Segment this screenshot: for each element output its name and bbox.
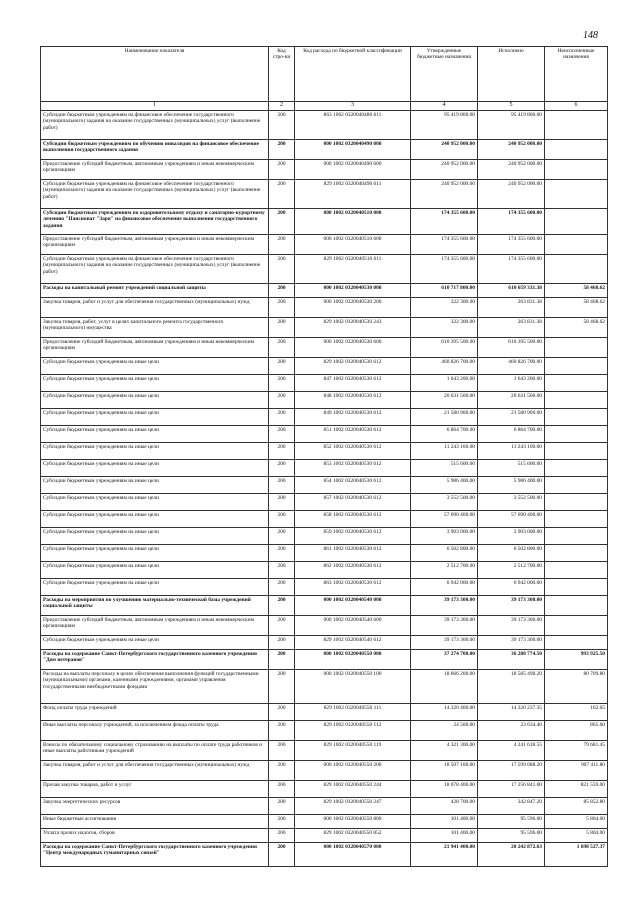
row-approved-amount-cell: 240 952 000.00 xyxy=(411,180,478,209)
column-number: 3 xyxy=(295,102,411,111)
row-unexecuted-amount-cell xyxy=(545,460,608,477)
header-unexecuted-assignments: Неисполненные назначения xyxy=(545,47,608,102)
row-unexecuted-amount-cell xyxy=(545,409,608,426)
row-unexecuted-amount-cell xyxy=(545,235,608,255)
row-name-cell: Иные бюджетные ассигнования xyxy=(41,815,269,829)
row-classification-code-cell: 829 1002 0320040540 612 xyxy=(295,636,411,650)
row-line-code-cell: 200 xyxy=(269,443,295,460)
row-classification-code-cell: 000 1002 0320040510 600 xyxy=(295,235,411,255)
row-line-code-cell: 200 xyxy=(269,494,295,511)
row-line-code-cell: 200 xyxy=(269,358,295,375)
table-row xyxy=(41,298,608,318)
table-row xyxy=(41,761,608,781)
row-executed-amount-cell: 263 831.38 xyxy=(478,318,545,338)
row-executed-amount-cell: 20 242 872.63 xyxy=(478,843,545,867)
table-row xyxy=(41,358,608,375)
column-number: 5 xyxy=(478,102,545,111)
table-row xyxy=(41,318,608,338)
row-executed-amount-cell: 3 552 500.00 xyxy=(478,494,545,511)
row-executed-amount-cell: 174 355 600.00 xyxy=(478,209,545,235)
row-approved-amount-cell: 6 864 700.00 xyxy=(411,426,478,443)
row-executed-amount-cell: 20 631 500.00 xyxy=(478,392,545,409)
row-executed-amount-cell: 6 502 800.00 xyxy=(478,545,545,562)
row-approved-amount-cell: 4 321 300.00 xyxy=(411,741,478,761)
row-name-cell: Субсидии бюджетным учреждениям на иные цели xyxy=(41,358,269,375)
row-line-code-cell: 200 xyxy=(269,829,295,843)
row-unexecuted-amount-cell xyxy=(545,511,608,528)
row-line-code-cell: 200 xyxy=(269,528,295,545)
table-row xyxy=(41,829,608,843)
column-number: 2 xyxy=(269,102,295,111)
row-line-code-cell: 200 xyxy=(269,761,295,781)
row-classification-code-cell: 000 1002 0320040490 000 xyxy=(295,140,411,160)
row-line-code-cell: 200 xyxy=(269,140,295,160)
row-classification-code-cell: 829 1002 0320040550 247 xyxy=(295,798,411,815)
row-classification-code-cell: 000 1002 0320040550 100 xyxy=(295,670,411,704)
table-row xyxy=(41,443,608,460)
row-name-cell: Субсидии бюджетным учреждениям на иные цели xyxy=(41,545,269,562)
table-row xyxy=(41,477,608,494)
row-unexecuted-amount-cell xyxy=(545,160,608,180)
row-name-cell: Субсидии бюджетным учреждениям на иные цели xyxy=(41,636,269,650)
row-line-code-cell: 200 xyxy=(269,721,295,741)
table-body xyxy=(41,111,608,867)
row-executed-amount-cell: 342 847.20 xyxy=(478,798,545,815)
row-unexecuted-amount-cell xyxy=(545,140,608,160)
row-approved-amount-cell: 57 690 400.00 xyxy=(411,511,478,528)
row-approved-amount-cell: 21 580 900.00 xyxy=(411,409,478,426)
row-name-cell: Субсидии бюджетным учреждениям на иные цели xyxy=(41,562,269,579)
row-classification-code-cell: 000 1002 0320040550 200 xyxy=(295,761,411,781)
table-row xyxy=(41,843,608,867)
row-approved-amount-cell: 174 355 600.00 xyxy=(411,209,478,235)
row-unexecuted-amount-cell: 58 468.62 xyxy=(545,318,608,338)
row-executed-amount-cell: 57 690 400.00 xyxy=(478,511,545,528)
row-approved-amount-cell: 21 941 400.00 xyxy=(411,843,478,867)
row-approved-amount-cell: 322 300.00 xyxy=(411,298,478,318)
row-approved-amount-cell: 460 826 700.00 xyxy=(411,358,478,375)
row-line-code-cell: 200 xyxy=(269,298,295,318)
header-approved-assignments: Утвержденные бюджетные назначения xyxy=(411,47,478,102)
row-executed-amount-cell: 14 320 237.35 xyxy=(478,704,545,721)
row-executed-amount-cell: 17 256 841.00 xyxy=(478,781,545,798)
row-line-code-cell: 200 xyxy=(269,235,295,255)
row-classification-code-cell: 853 1002 0320040530 612 xyxy=(295,460,411,477)
row-line-code-cell: 200 xyxy=(269,375,295,392)
table-row xyxy=(41,426,608,443)
row-approved-amount-cell: 240 952 000.00 xyxy=(411,140,478,160)
table-row xyxy=(41,704,608,721)
table-row xyxy=(41,815,608,829)
row-classification-code-cell: 858 1002 0320040530 612 xyxy=(295,511,411,528)
row-line-code-cell: 200 xyxy=(269,426,295,443)
row-approved-amount-cell: 39 173 300.00 xyxy=(411,596,478,616)
row-name-cell: Закупка товаров, работ и услуг для обеспечения государственных (муниципальных) нужд xyxy=(41,761,269,781)
row-unexecuted-amount-cell xyxy=(545,562,608,579)
table-row xyxy=(41,650,608,670)
row-line-code-cell: 200 xyxy=(269,636,295,650)
row-unexecuted-amount-cell xyxy=(545,636,608,650)
row-classification-code-cell: 829 1002 0320040530 243 xyxy=(295,318,411,338)
row-line-code-cell: 200 xyxy=(269,545,295,562)
row-classification-code-cell: 829 1002 0320040490 611 xyxy=(295,180,411,209)
row-line-code-cell: 200 xyxy=(269,704,295,721)
row-unexecuted-amount-cell xyxy=(545,111,608,140)
budget-execution-table xyxy=(40,46,608,867)
header-indicator-name: Наименование показателя xyxy=(41,47,269,102)
row-approved-amount-cell: 6 942 000.00 xyxy=(411,579,478,596)
row-executed-amount-cell: 610 395 500.00 xyxy=(478,338,545,358)
header-executed: Исполнено xyxy=(478,47,545,102)
row-name-cell: Иные выплаты персоналу учреждений, за исключением фонда оплаты труда xyxy=(41,721,269,741)
row-unexecuted-amount-cell: 1 698 527.37 xyxy=(545,843,608,867)
row-executed-amount-cell: 21 580 900.00 xyxy=(478,409,545,426)
row-unexecuted-amount-cell: 907 411.80 xyxy=(545,761,608,781)
column-number: 6 xyxy=(545,102,608,111)
row-approved-amount-cell: 39 173 300.00 xyxy=(411,616,478,636)
row-name-cell: Субсидии бюджетным учреждениям на иные цели xyxy=(41,579,269,596)
row-classification-code-cell: 829 1002 0320040550 112 xyxy=(295,721,411,741)
table-row xyxy=(41,209,608,235)
row-classification-code-cell: 000 1002 0320040530 200 xyxy=(295,298,411,318)
row-executed-amount-cell: 5 986 400.00 xyxy=(478,477,545,494)
row-approved-amount-cell: 3 552 500.00 xyxy=(411,494,478,511)
row-name-cell: Субсидии бюджетным учреждениям на финансовое обеспечение государственного (муниципального) задания на оказание государственных (муниципальных) услуг (выполнение работ) xyxy=(41,255,269,284)
row-unexecuted-amount-cell xyxy=(545,477,608,494)
row-approved-amount-cell: 3 903 000.00 xyxy=(411,528,478,545)
table-row xyxy=(41,235,608,255)
table-row xyxy=(41,140,608,160)
row-approved-amount-cell: 101 400.00 xyxy=(411,829,478,843)
row-line-code-cell: 200 xyxy=(269,741,295,761)
row-classification-code-cell: 829 1002 0320040550 244 xyxy=(295,781,411,798)
row-name-cell: Фонд оплаты труда учреждений xyxy=(41,704,269,721)
row-approved-amount-cell: 101 400.00 xyxy=(411,815,478,829)
row-classification-code-cell: 000 1002 0320040530 000 xyxy=(295,284,411,298)
row-classification-code-cell: 849 1002 0320040530 612 xyxy=(295,409,411,426)
table-row xyxy=(41,579,608,596)
row-approved-amount-cell: 6 502 800.00 xyxy=(411,545,478,562)
row-name-cell: Субсидии бюджетным учреждениям на иные цели xyxy=(41,511,269,528)
row-line-code-cell: 200 xyxy=(269,511,295,528)
table-row xyxy=(41,596,608,616)
row-approved-amount-cell: 174 355 600.00 xyxy=(411,255,478,284)
row-line-code-cell: 200 xyxy=(269,180,295,209)
row-executed-amount-cell: 2 512 700.00 xyxy=(478,562,545,579)
table-row xyxy=(41,636,608,650)
row-executed-amount-cell: 4 241 618.55 xyxy=(478,741,545,761)
row-approved-amount-cell: 1 643 200.00 xyxy=(411,375,478,392)
row-approved-amount-cell: 610 395 500.00 xyxy=(411,338,478,358)
row-classification-code-cell: 000 1002 0320040540 600 xyxy=(295,616,411,636)
row-approved-amount-cell: 14 320 400.00 xyxy=(411,704,478,721)
row-approved-amount-cell: 174 355 600.00 xyxy=(411,235,478,255)
row-classification-code-cell: 851 1002 0320040530 612 xyxy=(295,426,411,443)
row-approved-amount-cell: 18 666 200.00 xyxy=(411,670,478,704)
row-line-code-cell: 200 xyxy=(269,579,295,596)
row-line-code-cell: 200 xyxy=(269,843,295,867)
row-line-code-cell: 200 xyxy=(269,111,295,140)
row-line-code-cell: 200 xyxy=(269,562,295,579)
table-row xyxy=(41,721,608,741)
header-budget-classification: Код расхода по бюджетной классификации xyxy=(295,47,411,102)
table-row xyxy=(41,460,608,477)
row-line-code-cell: 200 xyxy=(269,477,295,494)
row-classification-code-cell: 000 1002 0320040490 600 xyxy=(295,160,411,180)
row-classification-code-cell: 848 1002 0320040530 612 xyxy=(295,392,411,409)
table-row xyxy=(41,409,608,426)
row-name-cell: Субсидии бюджетным учреждениям на иные цели xyxy=(41,528,269,545)
row-classification-code-cell: 000 1002 0320040550 000 xyxy=(295,650,411,670)
row-name-cell: Закупка товаров, работ и услуг для обеспечения государственных (муниципальных) нужд xyxy=(41,298,269,318)
row-name-cell: Расходы на капитальный ремонт учреждений социальной защиты xyxy=(41,284,269,298)
row-line-code-cell: 200 xyxy=(269,284,295,298)
row-unexecuted-amount-cell: 162.65 xyxy=(545,704,608,721)
row-line-code-cell: 200 xyxy=(269,209,295,235)
row-unexecuted-amount-cell xyxy=(545,426,608,443)
row-approved-amount-cell: 240 952 000.00 xyxy=(411,160,478,180)
row-unexecuted-amount-cell xyxy=(545,209,608,235)
row-executed-amount-cell: 240 952 000.00 xyxy=(478,140,545,160)
row-name-cell: Субсидии бюджетным учреждениям на иные цели xyxy=(41,460,269,477)
row-line-code-cell: 200 xyxy=(269,650,295,670)
row-unexecuted-amount-cell xyxy=(545,616,608,636)
row-unexecuted-amount-cell: 58 468.62 xyxy=(545,284,608,298)
row-line-code-cell: 200 xyxy=(269,409,295,426)
header-line-code: Код стро-ки xyxy=(269,47,295,102)
row-unexecuted-amount-cell xyxy=(545,545,608,562)
table-row xyxy=(41,180,608,209)
table-row xyxy=(41,741,608,761)
row-executed-amount-cell: 95 596.00 xyxy=(478,829,545,843)
row-classification-code-cell: 863 1002 0320040530 612 xyxy=(295,579,411,596)
row-classification-code-cell: 862 1002 0320040530 612 xyxy=(295,562,411,579)
row-line-code-cell: 200 xyxy=(269,338,295,358)
row-name-cell: Предоставление субсидий бюджетным, автономным учреждениям и иным некоммерческим организациям xyxy=(41,235,269,255)
row-name-cell: Субсидии бюджетным учреждениям на иные цели xyxy=(41,426,269,443)
row-classification-code-cell: 829 1002 0320040550 111 xyxy=(295,704,411,721)
row-name-cell: Субсидии бюджетным учреждениям на иные цели xyxy=(41,409,269,426)
page-number: 148 xyxy=(583,30,598,41)
table-row xyxy=(41,511,608,528)
row-line-code-cell: 200 xyxy=(269,460,295,477)
row-executed-amount-cell: 240 952 000.00 xyxy=(478,160,545,180)
row-classification-code-cell: 863 1002 0320040480 611 xyxy=(295,111,411,140)
row-name-cell: Субсидии бюджетным учреждениям на финансовое обеспечение государственного (муниципального) задания на оказание государственных (муниципальных) услуг (выполнение работ) xyxy=(41,111,269,140)
row-approved-amount-cell: 20 631 500.00 xyxy=(411,392,478,409)
row-name-cell: Закупка энергетических ресурсов xyxy=(41,798,269,815)
row-executed-amount-cell: 240 952 000.00 xyxy=(478,180,545,209)
row-executed-amount-cell: 1 643 200.00 xyxy=(478,375,545,392)
row-approved-amount-cell: 18 507 100.00 xyxy=(411,761,478,781)
row-unexecuted-amount-cell: 5 804.00 xyxy=(545,829,608,843)
row-name-cell: Уплата прочих налогов, сборов xyxy=(41,829,269,843)
row-line-code-cell: 200 xyxy=(269,670,295,704)
row-executed-amount-cell: 6 942 000.00 xyxy=(478,579,545,596)
row-executed-amount-cell: 11 243 100.00 xyxy=(478,443,545,460)
table-row xyxy=(41,392,608,409)
row-executed-amount-cell: 95 419 800.00 xyxy=(478,111,545,140)
row-classification-code-cell: 000 1002 0320040570 000 xyxy=(295,843,411,867)
row-name-cell: Субсидии бюджетным учреждениям по обучению инвалидов на финансовое обеспечение выполнения государственного задания xyxy=(41,140,269,160)
table-row xyxy=(41,284,608,298)
row-line-code-cell: 200 xyxy=(269,255,295,284)
row-name-cell: Предоставление субсидий бюджетным, автономным учреждениям и иным некоммерческим организациям xyxy=(41,616,269,636)
table-row xyxy=(41,545,608,562)
row-executed-amount-cell: 174 355 600.00 xyxy=(478,255,545,284)
row-unexecuted-amount-cell xyxy=(545,338,608,358)
row-unexecuted-amount-cell xyxy=(545,358,608,375)
column-number: 1 xyxy=(41,102,269,111)
table-row xyxy=(41,616,608,636)
row-executed-amount-cell: 39 173 300.00 xyxy=(478,636,545,650)
row-unexecuted-amount-cell: 85 852.80 xyxy=(545,798,608,815)
row-classification-code-cell: 829 1002 0320040550 852 xyxy=(295,829,411,843)
row-name-cell: Расходы на мероприятия по улучшению материально-технической базы учреждений социальной защиты xyxy=(41,596,269,616)
table-header-row xyxy=(41,47,608,102)
row-executed-amount-cell: 39 173 300.00 xyxy=(478,616,545,636)
table-row xyxy=(41,255,608,284)
row-name-cell: Закупка товаров, работ, услуг в целях капитального ремонта государственного (муниципального) имущества xyxy=(41,318,269,338)
row-line-code-cell: 200 xyxy=(269,392,295,409)
row-name-cell: Субсидии бюджетным учреждениям по оздоровительному отдыху и санаторно-курортному лечению "Пансионат "Заря" на финансовое обеспечение выполнения государственного задания xyxy=(41,209,269,235)
row-classification-code-cell: 000 1002 0320040540 000 xyxy=(295,596,411,616)
row-unexecuted-amount-cell: 821 559.00 xyxy=(545,781,608,798)
row-unexecuted-amount-cell xyxy=(545,255,608,284)
row-executed-amount-cell: 610 659 331.38 xyxy=(478,284,545,298)
row-executed-amount-cell: 18 585 490.20 xyxy=(478,670,545,704)
row-executed-amount-cell: 515 600.00 xyxy=(478,460,545,477)
row-approved-amount-cell: 24 500.00 xyxy=(411,721,478,741)
row-classification-code-cell: 000 1002 0320040550 800 xyxy=(295,815,411,829)
row-unexecuted-amount-cell: 865.60 xyxy=(545,721,608,741)
row-line-code-cell: 200 xyxy=(269,781,295,798)
row-name-cell: Субсидии бюджетным учреждениям на иные цели xyxy=(41,375,269,392)
table-row xyxy=(41,494,608,511)
row-unexecuted-amount-cell xyxy=(545,579,608,596)
row-unexecuted-amount-cell xyxy=(545,392,608,409)
table-row xyxy=(41,781,608,798)
row-line-code-cell: 200 xyxy=(269,815,295,829)
table-row xyxy=(41,338,608,358)
row-line-code-cell: 200 xyxy=(269,160,295,180)
row-name-cell: Субсидии бюджетным учреждениям на иные цели xyxy=(41,494,269,511)
row-unexecuted-amount-cell xyxy=(545,596,608,616)
table-row xyxy=(41,375,608,392)
row-unexecuted-amount-cell: 993 925.50 xyxy=(545,650,608,670)
row-executed-amount-cell: 39 173 300.00 xyxy=(478,596,545,616)
row-executed-amount-cell: 174 355 600.00 xyxy=(478,235,545,255)
table-row xyxy=(41,798,608,815)
row-executed-amount-cell: 17 599 688.20 xyxy=(478,761,545,781)
row-approved-amount-cell: 322 300.00 xyxy=(411,318,478,338)
row-name-cell: Предоставление субсидий бюджетным, автономным учреждениям и иным некоммерческим организациям xyxy=(41,338,269,358)
table-row xyxy=(41,528,608,545)
row-name-cell: Субсидии бюджетным учреждениям на иные цели xyxy=(41,443,269,460)
row-name-cell: Субсидии бюджетным учреждениям на иные цели xyxy=(41,392,269,409)
row-classification-code-cell: 829 1002 0320040510 611 xyxy=(295,255,411,284)
row-classification-code-cell: 854 1002 0320040530 612 xyxy=(295,477,411,494)
row-name-cell: Расходы на содержание Санкт-Петербургского государственного казенного учреждения "Центр международных гуманитарных связей" xyxy=(41,843,269,867)
row-classification-code-cell: 852 1002 0320040530 612 xyxy=(295,443,411,460)
row-unexecuted-amount-cell xyxy=(545,528,608,545)
row-executed-amount-cell: 23 634.40 xyxy=(478,721,545,741)
column-number-row xyxy=(41,102,608,111)
table-row xyxy=(41,670,608,704)
row-unexecuted-amount-cell xyxy=(545,180,608,209)
row-executed-amount-cell: 3 903 000.00 xyxy=(478,528,545,545)
row-approved-amount-cell: 11 243 100.00 xyxy=(411,443,478,460)
row-approved-amount-cell: 515 600.00 xyxy=(411,460,478,477)
row-approved-amount-cell: 18 078 400.00 xyxy=(411,781,478,798)
row-approved-amount-cell: 37 274 700.00 xyxy=(411,650,478,670)
row-unexecuted-amount-cell: 79 681.45 xyxy=(545,741,608,761)
row-name-cell: Субсидии бюджетным учреждениям на иные цели xyxy=(41,477,269,494)
row-line-code-cell: 200 xyxy=(269,616,295,636)
row-unexecuted-amount-cell: 80 709.80 xyxy=(545,670,608,704)
row-approved-amount-cell: 610 717 800.00 xyxy=(411,284,478,298)
row-unexecuted-amount-cell xyxy=(545,443,608,460)
row-classification-code-cell: 000 1002 0320040530 600 xyxy=(295,338,411,358)
row-unexecuted-amount-cell: 5 804.00 xyxy=(545,815,608,829)
row-name-cell: Расходы на содержание Санкт-Петербургского государственного казенного учреждения "Дом ветеранов" xyxy=(41,650,269,670)
row-unexecuted-amount-cell: 58 468.62 xyxy=(545,298,608,318)
row-name-cell: Прочая закупка товаров, работ и услуг xyxy=(41,781,269,798)
row-line-code-cell: 200 xyxy=(269,318,295,338)
row-approved-amount-cell: 39 173 300.00 xyxy=(411,636,478,650)
table-row xyxy=(41,111,608,140)
row-approved-amount-cell: 2 512 700.00 xyxy=(411,562,478,579)
row-classification-code-cell: 829 1002 0320040550 119 xyxy=(295,741,411,761)
table-row xyxy=(41,160,608,180)
row-classification-code-cell: 829 1002 0320040530 612 xyxy=(295,358,411,375)
row-executed-amount-cell: 263 831.38 xyxy=(478,298,545,318)
row-line-code-cell: 200 xyxy=(269,596,295,616)
row-name-cell: Субсидии бюджетным учреждениям на финансовое обеспечение государственного (муниципального) задания на оказание государственных (муниципальных) услуг (выполнение работ) xyxy=(41,180,269,209)
row-executed-amount-cell: 6 864 700.00 xyxy=(478,426,545,443)
row-approved-amount-cell: 95 419 800.00 xyxy=(411,111,478,140)
row-classification-code-cell: 847 1002 0320040530 612 xyxy=(295,375,411,392)
row-approved-amount-cell: 5 986 400.00 xyxy=(411,477,478,494)
row-unexecuted-amount-cell xyxy=(545,494,608,511)
row-line-code-cell: 200 xyxy=(269,798,295,815)
row-executed-amount-cell: 460 826 700.00 xyxy=(478,358,545,375)
row-executed-amount-cell: 36 280 774.50 xyxy=(478,650,545,670)
table-row xyxy=(41,562,608,579)
row-executed-amount-cell: 95 596.00 xyxy=(478,815,545,829)
row-name-cell: Предоставление субсидий бюджетным, автономным учреждениям и иным некоммерческим организациям xyxy=(41,160,269,180)
row-classification-code-cell: 857 1002 0320040530 612 xyxy=(295,494,411,511)
row-approved-amount-cell: 428 700.00 xyxy=(411,798,478,815)
row-name-cell: Взносы по обязательному социальному страхованию на выплаты по оплате труда работников и иные выплаты работникам учреждений xyxy=(41,741,269,761)
column-number: 4 xyxy=(411,102,478,111)
row-unexecuted-amount-cell xyxy=(545,375,608,392)
row-classification-code-cell: 859 1002 0320040530 612 xyxy=(295,528,411,545)
row-classification-code-cell: 861 1002 0320040530 612 xyxy=(295,545,411,562)
row-name-cell: Расходы на выплаты персоналу в целях обеспечения выполнения функций государственными (муниципальными) органами, казенными учреждениями, органами управления государственными внебюджетными фондами xyxy=(41,670,269,704)
row-classification-code-cell: 000 1002 0320040510 000 xyxy=(295,209,411,235)
